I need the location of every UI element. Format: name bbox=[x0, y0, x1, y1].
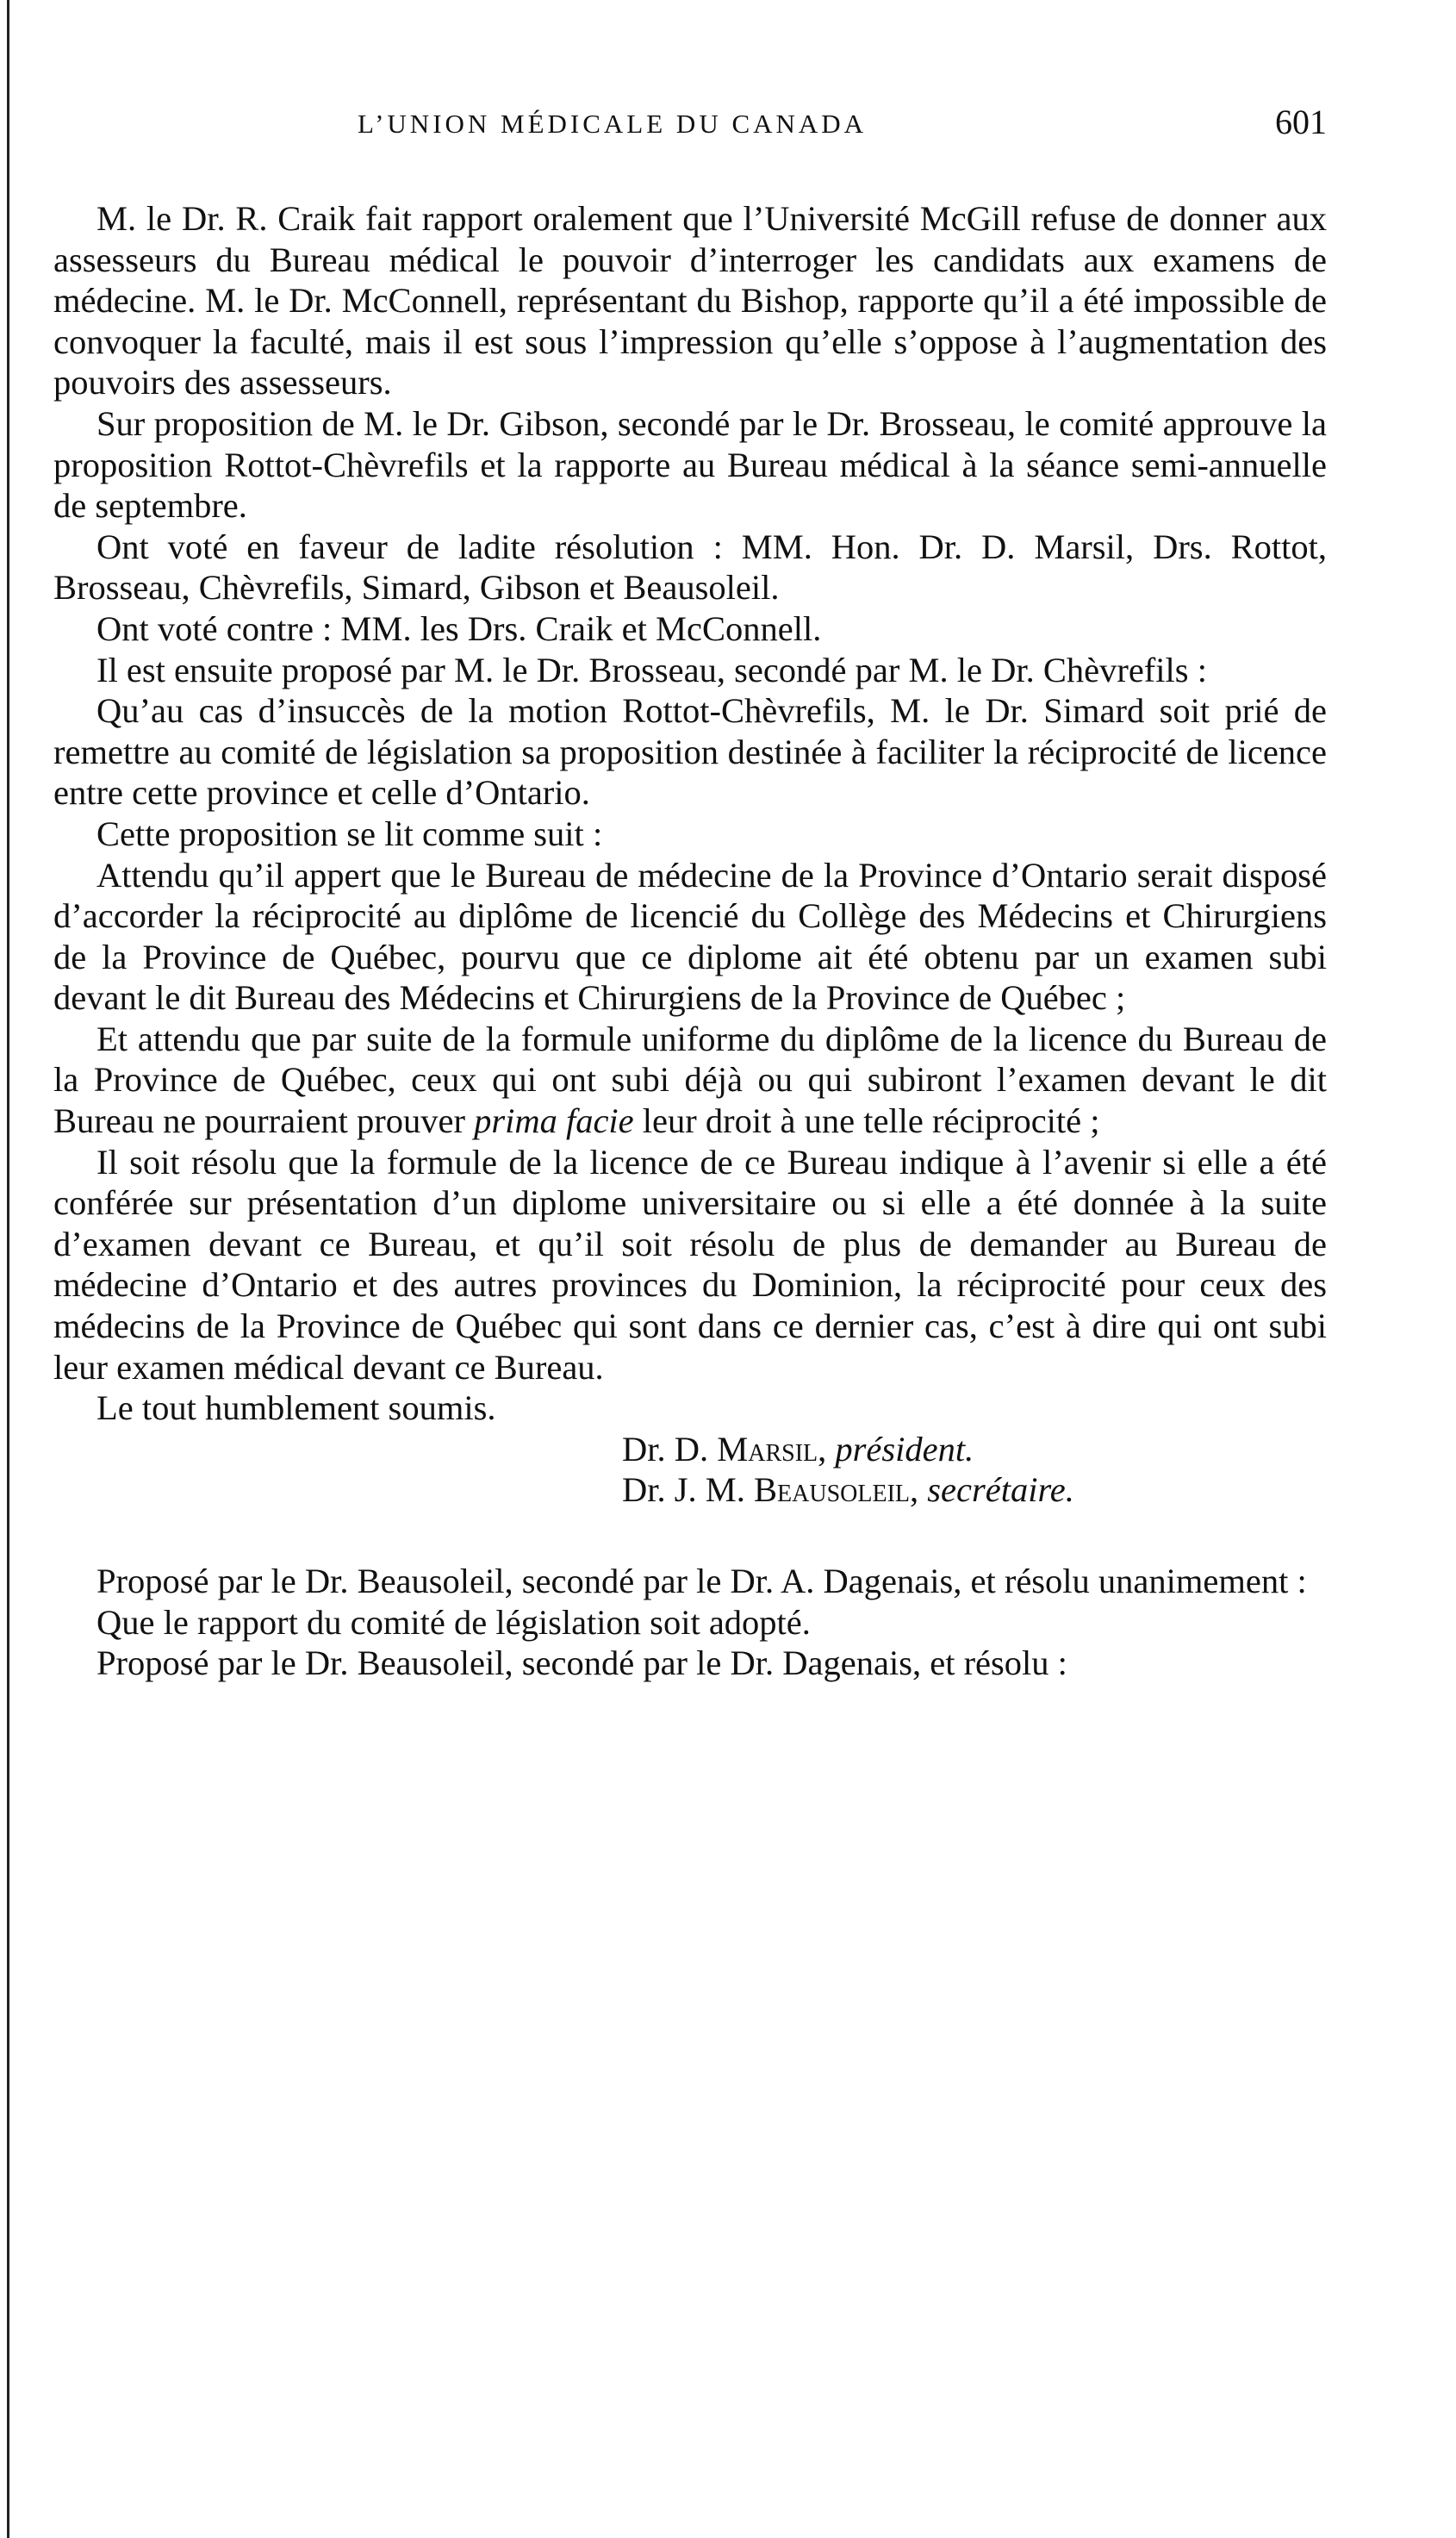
paragraph-closing: Le tout humblement soumis. bbox=[96, 1388, 496, 1428]
paragraph-resolution: Il soit résolu que la formule de la licence de ce Bureau indique à l’avenir si elle a été conférée sur présentation d’un diplome universitaire ou si elle a été donnée à la suite d’examen devant ce Bureau, et qu’il soit résolu de plus de demander au Bureau de médecine d’Ontario et des autres provinces du Dominion, la réciprocité pour ceux des médecins de la Province de Québec qui sont dans ce dernier cas, c’est à dire qui ont subi leur examen médical devant ce Bureau. bbox=[53, 1142, 1327, 1387]
signature-president: Dr. D. Marsil, président. bbox=[53, 1429, 1327, 1470]
paragraph-final-proposal-1: Proposé par le Dr. Beausoleil, secondé par le Dr. A. Dagenais, et résolu unanimement : bbox=[96, 1562, 1307, 1600]
paragraph-final-proposal-2: Proposé par le Dr. Beausoleil, secondé par le Dr. Dagenais, et résolu : bbox=[96, 1643, 1067, 1683]
paragraph-gibson-proposal: Sur proposition de M. le Dr. Gibson, secondé par le Dr. Brosseau, le comité approuve la proposition Rottot-Chèvrefils et la rapporte au Bureau médical à la séance semi-annuelle de septembre. bbox=[53, 403, 1327, 526]
signature-president-prefix: Dr. D. bbox=[622, 1429, 718, 1469]
paragraph-whereas-1: Attendu qu’il appert que le Bureau de médecine de la Province d’Ontario serait disposé d’accorder la réciprocité au diplôme de licencié du Collège des Médecins et Chirurgiens de la Province de Québec, pourvu que ce diplome ait été obtenu par un examen subi devant le dit Bureau des Médecins et Chirurgiens de la Province de Québec ; bbox=[53, 855, 1327, 1018]
paragraph-votes-against: Ont voté contre : MM. les Drs. Craik et McConnell. bbox=[96, 608, 822, 648]
paragraph-proposition-intro: Cette proposition se lit comme suit : bbox=[96, 814, 603, 853]
section-gap bbox=[53, 1511, 1327, 1561]
paragraph-votes-for: Ont voté en faveur de ladite résolution : MM. Hon. Dr. D. Marsil, Drs. Rottot, Brosseau, Chèvrefils, Simard, Gibson et Beausoleil. bbox=[53, 527, 1327, 608]
signature-president-role: président. bbox=[835, 1429, 974, 1469]
whereas-2-end: leur droit à une telle réciprocité ; bbox=[633, 1101, 1100, 1141]
page-edge-rule bbox=[7, 0, 9, 2538]
page-number: 601 bbox=[1275, 103, 1327, 141]
paragraph-whereas-2 bbox=[53, 1019, 1327, 1142]
paragraph-simard-motion: Qu’au cas d’insuccès de la motion Rottot-Chèvrefils, M. le Dr. Simard soit prié de remettre au comité de législation sa proposition destinée à faciliter la réciprocité de licence entre cette province et celle d’Ontario. bbox=[53, 691, 1327, 813]
signature-secretary-name: Beausoleil bbox=[754, 1470, 911, 1510]
paragraph-craik-report: M. le Dr. R. Craik fait rapport oralement que l’Université McGill refuse de donner aux assesseurs du Bureau médical le pouvoir d’interroger les candidats aux examens de médecine. M. le Dr. McConnell, représentant du Bishop, rapporte qu’il a été impossible de convoquer la faculté, mais il est sous l’impression qu’elle s’oppose à l’augmentation des pouvoirs des assesseurs. bbox=[53, 199, 1327, 402]
whereas-2-latin: prima facie bbox=[474, 1101, 634, 1141]
signature-president-name: Marsil bbox=[717, 1429, 818, 1469]
running-title: L’UNION MÉDICALE DU CANADA bbox=[358, 109, 868, 139]
page-header bbox=[60, 102, 1327, 153]
whereas-2-text: Et attendu que par suite de la formule uniforme du diplôme de la licence du Bureau de la Province de Québec, ceux qui ont subi déjà ou qui subiront l’examen devant le dit Bureau ne pourraient prouver bbox=[53, 1019, 1327, 1141]
paragraph-final-adopted: Que le rapport du comité de législation soit adopté. bbox=[96, 1602, 811, 1642]
page-body bbox=[53, 198, 1327, 1684]
paragraph-brosseau-proposal: Il est ensuite proposé par M. le Dr. Brosseau, secondé par M. le Dr. Chèvrefils : bbox=[96, 650, 1207, 689]
signature-secretary-role: secrétaire. bbox=[927, 1470, 1074, 1510]
signature-secretary-prefix: Dr. J. M. bbox=[622, 1470, 755, 1510]
signature-secretary: Dr. J. M. Beausoleil, secrétaire. bbox=[53, 1469, 1327, 1511]
